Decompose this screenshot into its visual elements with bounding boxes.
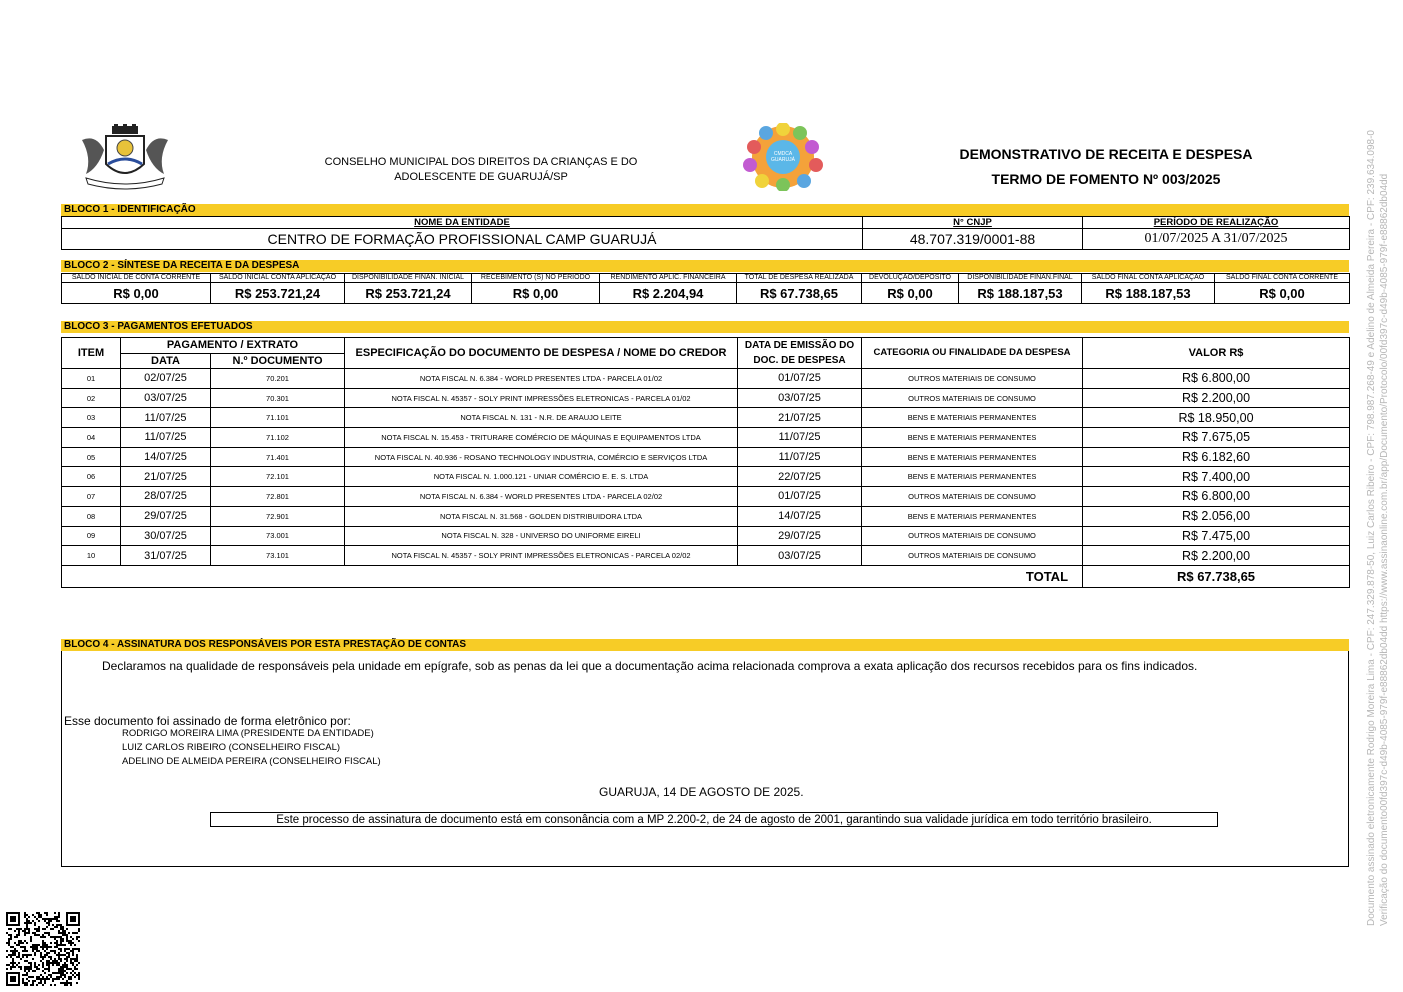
cell-valor: R$ 6.800,00 <box>1083 487 1350 507</box>
council-name-line1: CONSELHO MUNICIPAL DOS DIREITOS DA CRIANÇAS E DO <box>324 156 638 168</box>
cell-emissao: 14/07/25 <box>738 506 862 526</box>
cnpj-label: N° CNJP <box>863 217 1083 229</box>
cell-data: 11/07/25 <box>121 428 211 448</box>
summary-label: DISPONIBILIDADE FINAN. INICIAL <box>345 274 472 283</box>
cell-categoria: OUTROS MATERIAIS DE CONSUMO <box>862 546 1083 566</box>
payments-table <box>61 337 1350 588</box>
cell-emissao: 01/07/25 <box>738 369 862 389</box>
cell-categoria: BENS E MATERIAIS PERMANENTES <box>862 408 1083 428</box>
table-row <box>62 487 1350 507</box>
table-row <box>62 388 1350 408</box>
cmdca-logo <box>736 123 830 191</box>
city-coat-of-arms-logo <box>78 124 172 190</box>
cell-categoria: BENS E MATERIAIS PERMANENTES <box>862 428 1083 448</box>
cell-categoria: BENS E MATERIAIS PERMANENTES <box>862 447 1083 467</box>
cnpj-value: 48.707.319/0001-88 <box>863 229 1083 250</box>
bloco2-table <box>61 273 1350 304</box>
cell-item: 03 <box>62 408 121 428</box>
cell-item: 04 <box>62 428 121 448</box>
summary-label: RECEBIMENTO (S) NO PERÍODO <box>472 274 600 283</box>
cell-doc: 70.301 <box>211 388 345 408</box>
summary-value: R$ 188.187,53 <box>959 283 1082 304</box>
col-emissao-line2: DOC. DE DESPESA <box>753 355 846 366</box>
cell-doc: 72.801 <box>211 487 345 507</box>
cell-valor: R$ 7.400,00 <box>1083 467 1350 487</box>
col-pagamento: PAGAMENTO / EXTRATO <box>121 338 345 354</box>
cmdca-logo-text: CMDCA GUARUJÁ <box>771 151 795 163</box>
col-item: ITEM <box>62 338 121 369</box>
period-label: PERÍODO DE REALIZAÇÃO <box>1083 217 1350 229</box>
cell-doc: 73.001 <box>211 526 345 546</box>
cell-valor: R$ 6.800,00 <box>1083 369 1350 389</box>
bloco4-box <box>61 651 1349 867</box>
cell-categoria: BENS E MATERIAIS PERMANENTES <box>862 467 1083 487</box>
cell-item: 09 <box>62 526 121 546</box>
cell-item: 08 <box>62 506 121 526</box>
summary-value: R$ 253.721,24 <box>345 283 472 304</box>
cell-data: 03/07/25 <box>121 388 211 408</box>
cell-data: 30/07/25 <box>121 526 211 546</box>
cell-doc: 72.101 <box>211 467 345 487</box>
cell-espec: NOTA FISCAL N. 6.384 - WORLD PRESENTES LTDA - PARCELA 02/02 <box>345 487 738 507</box>
summary-label: SALDO FINAL CONTA APLICAÇÃO <box>1082 274 1215 283</box>
signer-2: LUIZ CARLOS RIBEIRO (CONSELHEIRO FISCAL) <box>122 742 341 753</box>
cell-espec: NOTA FISCAL N. 31.568 - GOLDEN DISTRIBUIDORA LTDA <box>345 506 738 526</box>
summary-label: TOTAL DE DESPESA REALIZADA <box>737 274 862 283</box>
side-verification-line2: Verificação do documento00fd397c-d49b-4085-979f-e88862db04dd https://www.assinaonline.com.br/app/Documento/Protocolo/00fd397c-d49b-4085-979f-e88862db04dd <box>1379 173 1390 926</box>
bloco2-header: BLOCO 2 - SÍNTESE DA RECEITA E DA DESPESA <box>61 260 1349 272</box>
bloco1-table <box>61 216 1350 250</box>
period-value: 01/07/2025 A 31/07/2025 <box>1083 229 1350 250</box>
place-date: GUARUJA, 14 DE AGOSTO DE 2025. <box>599 785 804 799</box>
signed-by-label: Esse documento foi assinado de forma eletrônico por: <box>64 714 351 728</box>
bloco4-header: BLOCO 4 - ASSINATURA DOS RESPONSÁVEIS POR ESTA PRESTAÇÃO DE CONTAS <box>61 639 1349 651</box>
cell-emissao: 21/07/25 <box>738 408 862 428</box>
summary-value: R$ 0,00 <box>472 283 600 304</box>
cell-emissao: 03/07/25 <box>738 546 862 566</box>
summary-value: R$ 67.738,65 <box>737 283 862 304</box>
table-row <box>62 408 1350 428</box>
cell-valor: R$ 2.056,00 <box>1083 506 1350 526</box>
cell-valor: R$ 2.200,00 <box>1083 388 1350 408</box>
cell-emissao: 29/07/25 <box>738 526 862 546</box>
summary-value: R$ 0,00 <box>62 283 211 304</box>
total-label: TOTAL <box>62 565 1083 587</box>
cell-doc: 71.401 <box>211 447 345 467</box>
cell-categoria: OUTROS MATERIAIS DE CONSUMO <box>862 487 1083 507</box>
cell-emissao: 11/07/25 <box>738 428 862 448</box>
bloco1-header: BLOCO 1 - IDENTIFICAÇÃO <box>61 204 1349 216</box>
cell-data: 11/07/25 <box>121 408 211 428</box>
cell-item: 02 <box>62 388 121 408</box>
cell-doc: 73.101 <box>211 546 345 566</box>
cell-valor: R$ 7.675,05 <box>1083 428 1350 448</box>
summary-value: R$ 0,00 <box>862 283 959 304</box>
table-row <box>62 467 1350 487</box>
cell-data: 28/07/25 <box>121 487 211 507</box>
col-documento: N.º DOCUMENTO <box>211 353 345 369</box>
cell-espec: NOTA FISCAL N. 15.453 - TRITURARE COMÉRCIO DE MÁQUINAS E EQUIPAMENTOS LTDA <box>345 428 738 448</box>
summary-label: RENDIMENTO APLIC. FINANCEIRA <box>600 274 737 283</box>
col-valor: VALOR R$ <box>1083 338 1350 369</box>
cell-data: 31/07/25 <box>121 546 211 566</box>
cell-espec: NOTA FISCAL N. 328 - UNIVERSO DO UNIFORME EIRELI <box>345 526 738 546</box>
cell-doc: 70.201 <box>211 369 345 389</box>
col-especificacao: ESPECIFICAÇÃO DO DOCUMENTO DE DESPESA / NOME DO CREDOR <box>345 338 738 369</box>
cell-espec: NOTA FISCAL N. 45357 - SOLY PRINT IMPRESSÕES ELETRONICAS - PARCELA 02/02 <box>345 546 738 566</box>
cell-item: 06 <box>62 467 121 487</box>
side-verification-line1: Documento assinado eletronicamente Rodrigo Moreira Lima - CPF: 247.329.878-50, Luiz Carlos Ribeiro - CPF: 798.987.268-49 e Adelino de Almeida Pereira - CPF: 239.634.098-0 <box>1366 130 1377 926</box>
cell-espec: NOTA FISCAL N. 6.384 - WORLD PRESENTES LTDA - PARCELA 01/02 <box>345 369 738 389</box>
col-categoria: CATEGORIA OU FINALIDADE DA DESPESA <box>862 338 1083 369</box>
cell-categoria: OUTROS MATERIAIS DE CONSUMO <box>862 526 1083 546</box>
cell-data: 02/07/25 <box>121 369 211 389</box>
cell-emissao: 22/07/25 <box>738 467 862 487</box>
entity-name: CENTRO DE FORMAÇÃO PROFISSIONAL CAMP GUARUJÁ <box>62 229 863 250</box>
cell-item: 05 <box>62 447 121 467</box>
document-subtitle: TERMO DE FOMENTO Nº 003/2025 <box>991 171 1221 187</box>
cell-doc: 71.101 <box>211 408 345 428</box>
cell-item: 10 <box>62 546 121 566</box>
cell-espec: NOTA FISCAL N. 131 - N.R. DE ARAUJO LEITE <box>345 408 738 428</box>
cell-espec: NOTA FISCAL N. 1.000.121 - UNIAR COMÉRCIO E. E. S. LTDA <box>345 467 738 487</box>
side-verification-text <box>1365 130 1391 926</box>
table-row <box>62 546 1350 566</box>
col-emissao <box>738 338 862 369</box>
col-emissao-line1: DATA DE EMISSÃO DO <box>744 340 855 351</box>
table-row <box>62 369 1350 389</box>
signer-3: ADELINO DE ALMEIDA PEREIRA (CONSELHEIRO FISCAL) <box>122 756 381 767</box>
table-row <box>62 506 1350 526</box>
qr-code <box>6 912 80 986</box>
cell-item: 01 <box>62 369 121 389</box>
cell-categoria: OUTROS MATERIAIS DE CONSUMO <box>862 388 1083 408</box>
cell-data: 21/07/25 <box>121 467 211 487</box>
summary-label: SALDO INICIAL CONTA APLICAÇÃO <box>211 274 345 283</box>
summary-label: SALDO FINAL CONTA CORRENTE <box>1215 274 1350 283</box>
declaration-text: Declaramos na qualidade de responsáveis pela unidade em epígrafe, sob as penas da lei que a documentação acima relacionada comprova a exata aplicação dos recursos recebidos para os fins indicados. <box>102 659 1198 673</box>
document-title: DEMONSTRATIVO DE RECEITA E DESPESA <box>959 146 1253 162</box>
total-value: R$ 67.738,65 <box>1083 565 1350 587</box>
cell-valor: R$ 18.950,00 <box>1083 408 1350 428</box>
cell-data: 14/07/25 <box>121 447 211 467</box>
summary-label: DEVOLUÇÃO/DEPÓSITO <box>862 274 959 283</box>
entity-label: NOME DA ENTIDADE <box>62 217 863 229</box>
cell-valor: R$ 7.475,00 <box>1083 526 1350 546</box>
cell-valor: R$ 2.200,00 <box>1083 546 1350 566</box>
summary-value: R$ 0,00 <box>1215 283 1350 304</box>
council-name-line2: ADOLESCENTE DE GUARUJÁ/SP <box>394 171 568 183</box>
cell-emissao: 01/07/25 <box>738 487 862 507</box>
bloco3-header: BLOCO 3 - PAGAMENTOS EFETUADOS <box>61 321 1349 333</box>
table-row <box>62 428 1350 448</box>
summary-label: SALDO INICIAL DE CONTA CORRENTE <box>62 274 211 283</box>
table-row <box>62 447 1350 467</box>
table-row <box>62 526 1350 546</box>
summary-value: R$ 253.721,24 <box>211 283 345 304</box>
cell-espec: NOTA FISCAL N. 45357 - SOLY PRINT IMPRESSÕES ELETRONICAS - PARCELA 01/02 <box>345 388 738 408</box>
signer-1: RODRIGO MOREIRA LIMA (PRESIDENTE DA ENTIDADE) <box>122 728 374 739</box>
cell-emissao: 03/07/25 <box>738 388 862 408</box>
summary-value: R$ 2.204,94 <box>600 283 737 304</box>
cell-valor: R$ 6.182,60 <box>1083 447 1350 467</box>
cell-doc: 72.901 <box>211 506 345 526</box>
summary-label: DISPONIBILIDADE FINAN.FINAL <box>959 274 1082 283</box>
summary-value: R$ 188.187,53 <box>1082 283 1215 304</box>
legal-note: Este processo de assinatura de documento está em consonância com a MP 2.200-2, de 24 de agosto de 2001, garantindo sua validade jurídica em todo território brasileiro. <box>210 812 1218 827</box>
cell-item: 07 <box>62 487 121 507</box>
cell-doc: 71.102 <box>211 428 345 448</box>
cell-categoria: OUTROS MATERIAIS DE CONSUMO <box>862 369 1083 389</box>
cell-emissao: 11/07/25 <box>738 447 862 467</box>
cell-categoria: BENS E MATERIAIS PERMANENTES <box>862 506 1083 526</box>
cell-data: 29/07/25 <box>121 506 211 526</box>
cell-espec: NOTA FISCAL N. 40.936 - ROSANO TECHNOLOGY INDUSTRIA, COMÉRCIO E SERVIÇOS LTDA <box>345 447 738 467</box>
col-data: DATA <box>121 353 211 369</box>
